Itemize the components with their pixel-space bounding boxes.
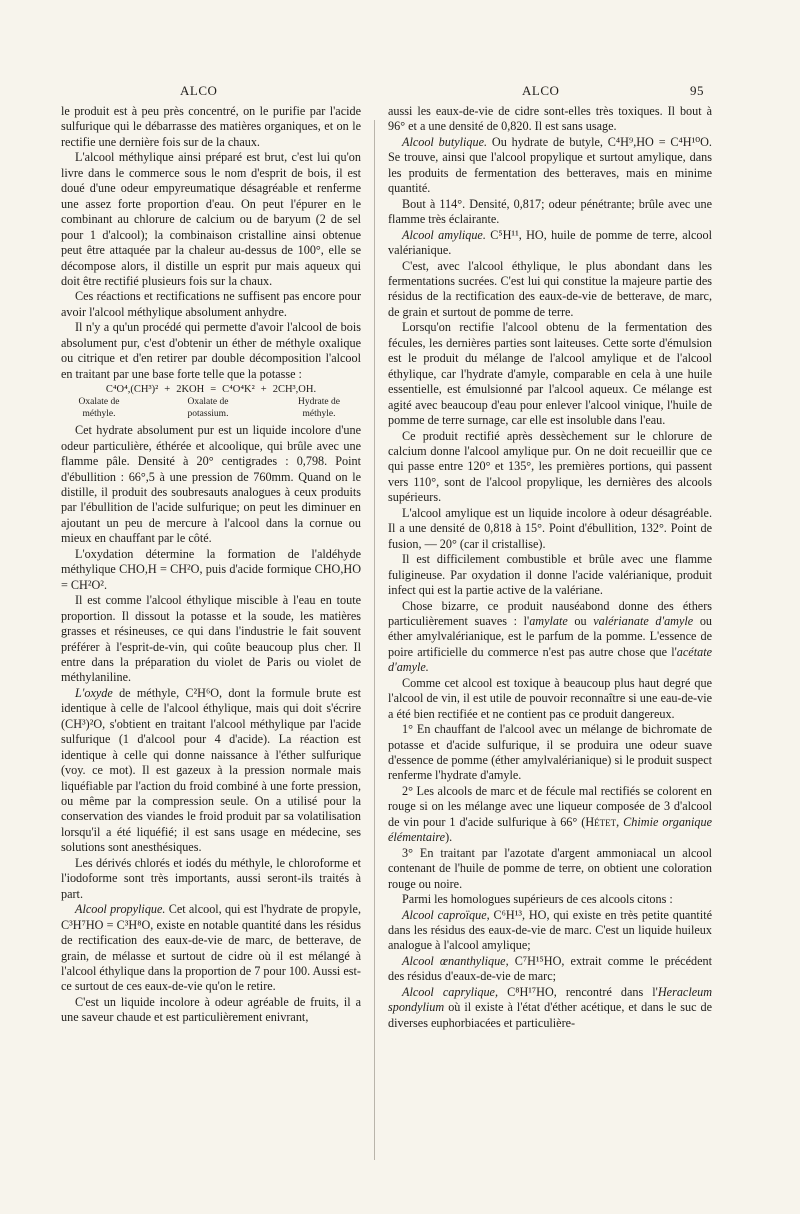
page-number: 95: [690, 83, 704, 98]
formula-label: Oxalate de méthyle.: [78, 397, 120, 420]
chemical-equation: [61, 384, 361, 420]
formula-operator: +: [164, 384, 171, 396]
section-heading-amylique: Alcool amylique.: [402, 227, 486, 242]
paragraph: C'est, avec l'alcool éthylique, le plus abondant dans les fermentations sucrées. C'est lui qui constitue la majeure partie des résidus de la rectification des eaux-de-vie de betterave, de marc, de grain et surtout de pomme de terre.: [388, 258, 712, 319]
formula-term: 2CH³,OH.: [272, 384, 317, 396]
paragraph: [388, 784, 712, 846]
paragraph: L'oxydation détermine la formation de l'aldéhyde méthylique CHO,H = CH²O, puis d'acide formique CHO,HO = CH²O².: [61, 546, 361, 592]
term-acetate: acétate d'amyle.: [388, 644, 712, 675]
formula-operator: =: [210, 384, 217, 396]
paragraph-text: Chose bizarre, ce produit nauséabond donne des éthers particulièrement suaves : l': [388, 598, 712, 628]
paragraph-text: C⁷H¹⁵HO, extrait comme le précédent des résidus d'eaux-de-vie de marc;: [388, 953, 712, 984]
section-heading-caproique: Alcool caproïque,: [402, 907, 490, 922]
paragraph: Bout à 114°. Densité, 0,817; odeur pénétrante; brûle avec une flamme très éclairante.: [388, 196, 712, 227]
section-heading-caprylique: Alcool caprylique,: [402, 984, 499, 999]
paragraph: [388, 908, 712, 954]
paragraph: [388, 985, 712, 1031]
paragraph: L'alcool amylique est un liquide incolore à odeur désagréable. Il a une densité de 0,818 à 15°. Point d'ébullition, 132°. Point de fusion, — 20° (car il cristallise).: [388, 505, 712, 551]
paragraph: [388, 228, 712, 259]
paragraph: Il n'y a qu'un procédé qui permette d'avoir l'alcool de bois absolument pur, c'est d'obtenir un éther de méthyle oxalique ou citrique et d'en retirer par double décomposition l'alcool en traitant par une base forte telle que la potasse :: [61, 320, 361, 381]
paragraph: [388, 954, 712, 985]
species-name: Heracleum spondylium: [388, 984, 713, 1015]
paragraph-text: où il existe à l'état d'éther acétique, et dans le suc de diverses euphorbiacées et particulière-: [388, 1000, 712, 1030]
paragraph: Parmi les homologues supérieurs de ces alcools citons :: [402, 892, 673, 907]
paragraph: [61, 902, 361, 995]
column-divider: [374, 120, 375, 1160]
paragraph: [388, 599, 712, 676]
paragraph: L'alcool méthylique ainsi préparé est brut, c'est lui qu'on livre dans le commerce sous le nom d'esprit de bois, il est doué d'une odeur empyreumatique désagréable et renferme une assez forte proportion d'eau. On peut l'épurer en le combinant au chlorure de calcium ou de baryum (2 de sel pour 1 d'alcool); la combinaison cristalline ainsi obtenue peut être attaquée par la chaleur au-dessus de 100°, elle se décompose alors, il distille un esprit pur mais aqueux qui doit être rectifié plusieurs fois sur la chaux.: [61, 150, 361, 288]
running-head-left: ALCO: [180, 83, 218, 98]
paragraph: Les dérivés chlorés et iodés du méthyle, le chloroforme et l'iodoforme sont très importants, aussi seront-ils traités à part.: [61, 855, 361, 901]
right-column: [388, 104, 712, 1031]
paragraph: Ce produit rectifié après dessèchement sur le chlorure de calcium donne l'alcool amylique pur. On ne doit recueillir que ce qui passe entre 120° et 135°, les premières portions, qui passent vers 110°, sont de l'alcool propylique, les dernières des alcools supérieurs.: [388, 428, 712, 505]
section-heading-butylique: Alcool butylique.: [402, 134, 488, 149]
paragraph: [388, 135, 712, 197]
term-amylate: amylate: [529, 613, 568, 628]
formula-term: C⁴O⁴K²: [222, 384, 255, 396]
paragraph-text: Ou hydrate de butyle, C⁴H⁹,HO = C⁴H¹⁰O. Se trouve, ainsi que l'alcool propylique et surtout amylique, dans les produits de fermentation des betteraves, mais en minime quantité.: [388, 134, 712, 196]
paragraph: [61, 686, 361, 856]
formula-term: 2KOH: [176, 384, 205, 396]
paragraph-text: de méthyle, C²H⁶O, dont la formule brute est identique à celle de l'alcool éthylique, mais qui doit s'écrire (CH³)²O, s'obtient en traitant l'alcool méthylique par l'acide sulfurique (1 d'alcool pour 4 d'acide). La réaction est identique à celle qui donne naissance à l'éther sulfurique (voy. ce mot). Il est gazeux à la pression normale mais liquéfiable par l'action du froid combiné à une forte pression, ou même par la compression seule. On a utilisé pour la conservation des viandes le froid produit par sa volatilisation lorsqu'il a été liquéfié; il est sans usage en médecine, ses solutions sont anesthésiques.: [61, 685, 361, 855]
paragraph: le produit est à peu près concentré, on le purifie par l'acide sulfurique qui le débarrasse des matières organiques, et on le rectifie une dernière fois sur de la chaux.: [61, 104, 361, 149]
author-name: Hétet: [585, 814, 617, 829]
paragraph-text: ).: [445, 830, 453, 845]
paragraph: aussi les eaux-de-vie de cidre sont-elles très toxiques. Il bout à 96° et a une densité de 0,820. Il est sans usage.: [388, 104, 712, 134]
left-column: [61, 104, 361, 1026]
paragraph: 1° En chauffant de l'alcool avec un mélange de bichromate de potasse et d'acide sulfurique, il se produira une odeur suave d'essence de pomme (éther amylvalérianique) si le produit suspect renferme l'hydrate d'amyle.: [388, 722, 712, 783]
paragraph: Lorsqu'on rectifie l'alcool obtenu de la fermentation des fécules, les dernières parties sont laiteuses. Cette sorte d'émulsion est le produit du mélange de l'alcool amylique et de l'alcool éthylique, car l'hydrate d'amyle, comparable en cela à une huile essentielle, est émulsionné par l'alcool aqueux. Ce mélange est agité avec beaucoup d'eau pour enlever l'alcool vinique, l'huile de pomme de terre surnage, car elle est insoluble dans l'eau.: [388, 320, 712, 428]
paragraph: Il est difficilement combustible et brûle avec une flamme fuligineuse. Par oxydation il donne l'acide valérianique, produit infect qui est la partie active de la valériane.: [388, 552, 712, 598]
paragraph-text: C⁵H¹¹, HO, huile de pomme de terre, alcool valérianique.: [388, 227, 712, 258]
paragraph: Cet hydrate absolument pur est un liquide incolore d'une odeur particulière, éthérée et alcoolique, qui brûle avec une flamme pâle. Densité à 20° centigrades : 0,798. Point d'ébullition : 66°,5 à une pression de 760mm. Quand on le distille, il produit des soubresauts analogues à ceux produits par l'ébullition de l'acide sulfurique; on peut les diminuer en ajoutant un peu de mercure à l'alcool dans la cornue ou mieux en chauffant par le côté.: [61, 423, 361, 546]
paragraph: Ces réactions et rectifications ne suffisent pas encore pour avoir l'alcool méthylique absolument anhydre.: [61, 289, 361, 319]
paragraph-text: ou: [567, 613, 594, 628]
paragraph-text: C⁸H¹⁷HO, rencontré dans l': [498, 984, 658, 999]
paragraph-text: C⁶H¹³, HO, qui existe en très petite quantité dans les résidus des eaux-de-vie de marc. C'est un liquide huileux analogue à l'alcool amylique;: [388, 907, 712, 953]
paragraph-text: ou éther amylvalérianique, est le parfum de la pomme. L'essence de poire artificielle du commerce n'est pas autre chose que l': [388, 613, 713, 659]
term-valerianate: valérianate d'amyle: [593, 613, 694, 628]
paragraph-text: 2° Les alcools de marc et de fécule mal rectifiés se colorent en rouge si on les mélange avec une liqueur composée de 3 d'alcool de vin pour 1 d'acide sulfurique à 66° (: [388, 783, 712, 829]
paragraph-text: ,: [616, 814, 624, 829]
paragraph-text: Cet alcool, qui est l'hydrate de propyle, C³H⁷HO = C³H⁸O, existe en notable quantité dans les résidus de rectification des eaux-de-vie de marc, de betterave, de grain, de mélasse et surtout de cidre où il est mélangé à l'alcool éthylique dans la proportion de 7 pour 100. Aussi est-ce surtout de ces eaux-de-vie qu'on le retire.: [61, 902, 361, 994]
formula-label: Hydrate de méthyle.: [298, 397, 340, 420]
book-title: Chimie organique élémentaire: [388, 814, 712, 845]
section-heading-propylique: Alcool propylique.: [75, 902, 166, 917]
paragraph: Il est comme l'alcool éthylique miscible à l'eau en toute proportion. Il dissout la potasse et la soude, les matières grasses et résineuses, ce qui dans l'industrie le fait souvent préférer à l'esprit-de-vin, qui coûte beaucoup plus cher. Il entre dans la préparation du violet de Paris ou violet de méthylaniline.: [61, 593, 361, 685]
term-oxyde: L'oxyde: [75, 685, 113, 700]
formula-term: C⁴O⁴,(CH³)²: [105, 384, 159, 396]
formula-operator: +: [260, 384, 267, 396]
running-head-right: ALCO: [522, 83, 560, 98]
paragraph: C'est un liquide incolore à odeur agréable de fruits, il a une saveur chaude et est particulièrement enivrant,: [61, 994, 361, 1025]
section-heading-oenanthylique: Alcool œnanthylique,: [402, 953, 509, 968]
paragraph: Comme cet alcool est toxique à beaucoup plus haut degré que l'alcool de vin, il est utile de pouvoir reconnaître si une eau-de-vie a été bien rectifiée et ne contient pas ce produit dangereux.: [388, 675, 712, 721]
formula-label: Oxalate de potassium.: [187, 397, 229, 420]
paragraph: 3° En traitant par l'azotate d'argent ammoniacal un alcool contenant de l'huile de pomme de terre, on obtient une coloration rouge ou noire.: [388, 845, 712, 891]
